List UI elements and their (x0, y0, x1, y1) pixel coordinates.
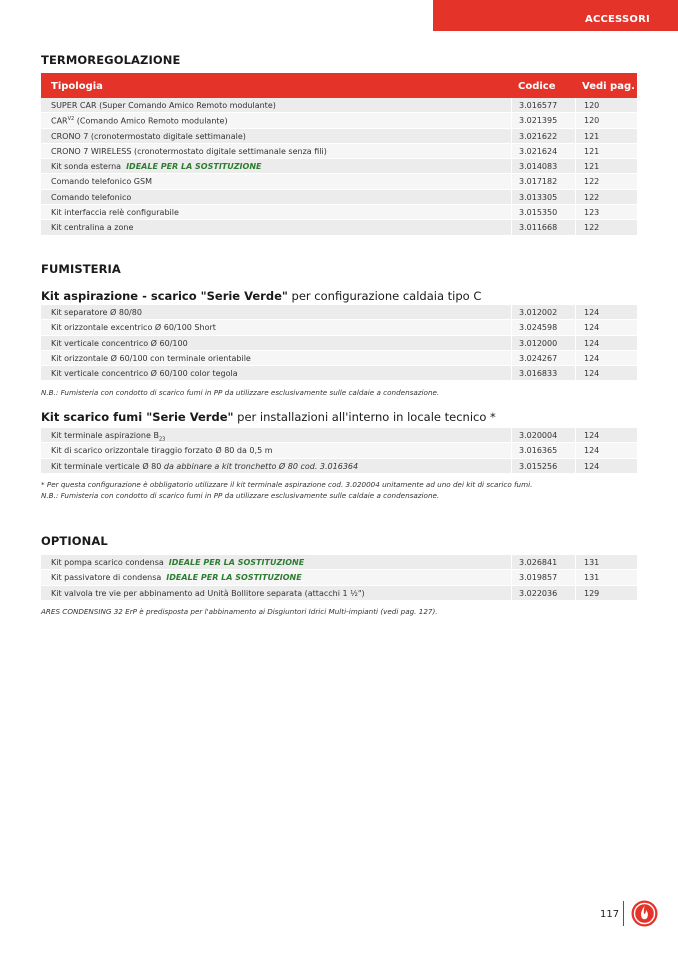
table-row: Kit orizzontale excentrico Ø 60/100 Short 3.024598 124 (41, 320, 637, 335)
aspirazione-subheading: Kit aspirazione - scarico "Serie Verde" per configurazione caldaia tipo C (41, 289, 482, 303)
aspirazione-note: N.B.: Fumisteria con condotto di scarico fumi in PP da utilizzare esclusivamente sulle caldaie a condensazione. (41, 388, 440, 397)
table-row: Kit verticale concentrico Ø 60/100 3.012000 124 (41, 336, 637, 351)
fumisteria-heading: FUMISTERIA (41, 262, 121, 276)
termoregolazione-table (41, 73, 637, 236)
table-row: Kit pompa scarico condensa IDEALE PER LA SOSTITUZIONE 3.026841 131 (41, 555, 637, 570)
ideal-replacement-tag: IDEALE PER LA SOSTITUZIONE (126, 162, 262, 172)
optional-note: ARES CONDENSING 32 ErP è predisposta per l'abbinamento ai Disgiuntori Idrici Multi-impianti (vedi pag. 127). (41, 607, 438, 616)
aspirazione-table (41, 305, 637, 381)
section-tab-label: ACCESSORI (585, 14, 650, 25)
col-vedi-header: Vedi pag. (582, 81, 635, 92)
table-row: Kit passivatore di condensa IDEALE PER LA SOSTITUZIONE 3.019857 131 (41, 570, 637, 585)
table-row: Kit verticale concentrico Ø 60/100 color tegola 3.016833 124 (41, 366, 637, 381)
optional-heading: OPTIONAL (41, 534, 108, 548)
table-row: Comando telefonico GSM 3.017182 122 (41, 174, 637, 189)
table-row: Kit valvola tre vie per abbinamento ad Unità Bollitore separata (attacchi 1 ½") 3.022036 129 (41, 586, 637, 601)
table-row: Kit di scarico orizzontale tiraggio forzato Ø 80 da 0,5 m 3.016365 124 (41, 443, 637, 458)
table-row: Kit centralina a zone 3.011668 122 (41, 220, 637, 235)
table-row: SUPER CAR (Super Comando Amico Remoto modulante) 3.016577 120 (41, 98, 637, 113)
scarico-note-asterisk: * Per questa configurazione è obbligatorio utilizzare il kit terminale aspirazione cod. 3.020004 unitamente ad uno dei kit di scarico fumi. (41, 480, 533, 489)
table-row: CRONO 7 (cronotermostato digitale settimanale) 3.021622 121 (41, 129, 637, 144)
page-number: 117 (600, 909, 620, 920)
termoregolazione-heading: TERMOREGOLAZIONE (41, 53, 181, 67)
col-codice-header: Codice (518, 81, 556, 92)
scarico-note-nb: N.B.: Fumisteria con condotto di scarico fumi in PP da utilizzare esclusivamente sulle caldaie a condensazione. (41, 491, 440, 500)
flame-logo-icon (631, 900, 658, 927)
table-row: Kit interfaccia relè configurabile 3.015350 123 (41, 205, 637, 220)
optional-table (41, 555, 637, 601)
ideal-replacement-tag: IDEALE PER LA SOSTITUZIONE (166, 573, 302, 583)
table-header (41, 73, 637, 98)
table-row: Comando telefonico 3.013305 122 (41, 190, 637, 205)
table-row: $CAR^{V2}$ (Comando Amico Remoto modulante) 3.021395 120 (41, 113, 637, 128)
ideal-replacement-tag: IDEALE PER LA SOSTITUZIONE (168, 558, 305, 567)
table-row: Kit separatore Ø 80/80 3.012002 124 (41, 305, 637, 320)
page-number-divider (623, 901, 624, 926)
table-row: Kit terminale verticale Ø 80 da abbinare a kit tronchetto Ø 80 cod. 3.016364 3.015256 124 (41, 459, 637, 474)
table-row: Kit terminale aspirazione $B_{23}$ 3.020004 124 (41, 428, 637, 443)
table-row: Kit orizzontale Ø 60/100 con terminale orientabile 3.024267 124 (41, 351, 637, 366)
section-tab (433, 0, 678, 31)
table-row: Kit sonda esterna IDEALE PER LA SOSTITUZIONE 3.014083 121 (41, 159, 637, 174)
scarico-table (41, 428, 637, 474)
table-row: CRONO 7 WIRELESS (cronotermostato digitale settimanale senza fili) 3.021624 121 (41, 144, 637, 159)
scarico-subheading: Kit scarico fumi "Serie Verde" per installazioni all'interno in locale tecnico * (41, 410, 496, 424)
col-tipologia-header: Tipologia (51, 81, 103, 92)
